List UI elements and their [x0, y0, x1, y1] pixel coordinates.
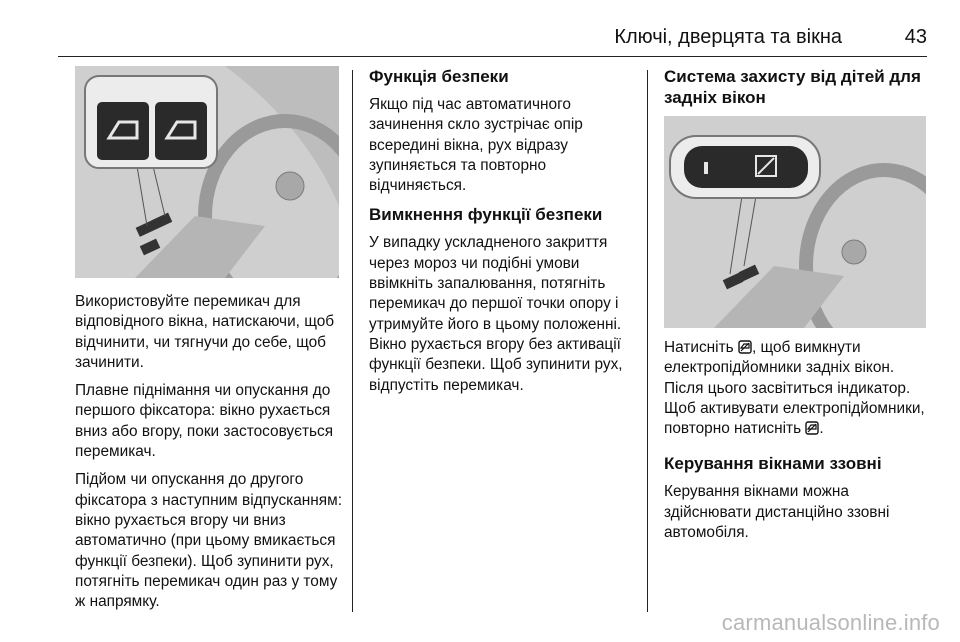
column-2 [369, 66, 643, 404]
disable-safety-heading: Вимкнення функції безпеки [369, 205, 603, 225]
window-switch-illustration [75, 66, 339, 278]
child-lock-window-icon [805, 421, 819, 435]
child-lock-window-icon [738, 340, 752, 354]
col1-paragraph-2: Плавне піднімання чи опускання до першого фіксатора: вікно рухається вниз або вгору, поки застосовується перемикач. [75, 382, 334, 461]
child-lock-drawing [664, 116, 926, 328]
child-lock-illustration [664, 116, 926, 328]
col1-paragraph-3: Підйом чи опускання до другого фіксатора з наступним відпусканням: вікно рухається вгору чи вниз автоматично (при цьому вмикається функції безпеки). Щоб зупинити рух, потягніть перемикач один раз у тому ж напрямку. [75, 471, 342, 611]
child-lock-heading: Система захисту від дітей для задніх вікон [664, 67, 921, 107]
header-divider [58, 56, 927, 57]
watermark: carmanualsonline.info [721, 610, 940, 635]
section-title: Ключі, дверцята та вікна [614, 26, 842, 48]
column-3 [664, 338, 934, 551]
col3-paragraph-1: Натисніть , щоб вимкнути електропідйомники задніх вікон. Після цього засвітиться індикатор. Щоб активувати електропідйомники, повторно натисніть . [664, 339, 925, 438]
col3-paragraph-2: Керування вікнами можна здійснювати дистанційно ззовні автомобіля. [664, 483, 890, 542]
safety-function-heading: Функція безпеки [369, 67, 509, 86]
page-number: 43 [904, 26, 927, 48]
col2-paragraph-1: Якщо під час автоматичного зачинення скло зустрічає опір всередині вікна, рух відразу зупиняється та повторно відчиняється. [369, 96, 583, 195]
column-3-top [664, 66, 934, 116]
column-divider-2 [647, 70, 648, 612]
exterior-control-heading: Керування вікнами ззовні [664, 454, 882, 474]
col1-paragraph-1: Використовуйте перемикач для відповідного вікна, натискаючи, щоб відчинити, чи тягнучи до себе, щоб зачинити. [75, 293, 335, 371]
window-switch-drawing [75, 66, 339, 278]
column-1 [75, 292, 351, 620]
column-divider-1 [352, 70, 353, 612]
col2-paragraph-2: У випадку ускладненого закриття через мороз чи подібні умови ввімкніть запалювання, потягніть перемикач до першої точки опору і утримуйте його в цьому положенні. Вікно рухається вгору без активації функції безпеки. Щоб зупинити рух, відпустіть перемикач. [369, 234, 623, 394]
